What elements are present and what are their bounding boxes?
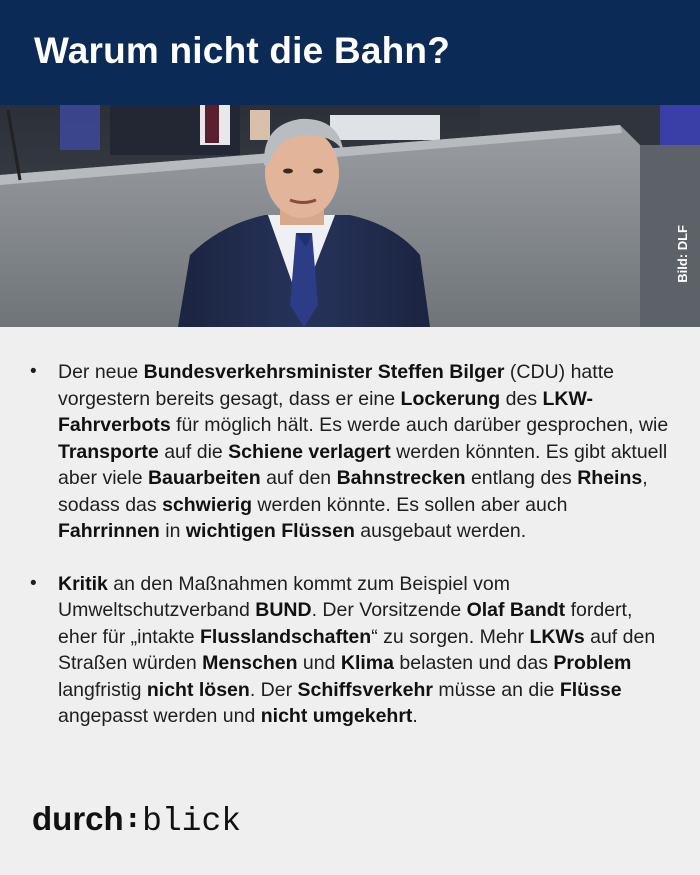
bullet-bold-term: Menschen xyxy=(202,652,298,674)
bullet-bold-term: Olaf Bandt xyxy=(466,599,566,621)
bullet-bold-term: Bahnstrecken xyxy=(336,467,466,489)
brand-logo xyxy=(32,800,241,840)
bullet-text-run: auf die xyxy=(158,440,229,463)
bullet-bold-term: wichtigen Flüssen xyxy=(185,520,355,542)
bullet-item xyxy=(30,571,670,730)
bullet-text xyxy=(58,573,655,728)
bullet-bold-term: Schiene verlagert xyxy=(228,440,391,463)
bullet-text-run: auf den Straßen würden xyxy=(58,625,656,674)
speaker-photo-illustration xyxy=(0,105,700,327)
bullet-item xyxy=(30,359,670,545)
bullet-text-run: belasten und das xyxy=(394,652,554,674)
bullet-bold-term: Flüsse xyxy=(559,678,622,701)
bullet-text-run: (CDU) hatte vorgestern bereits gesagt, dass er eine xyxy=(58,361,614,410)
bullet-bold-term: Fahrrinnen xyxy=(58,520,160,542)
bullet-text-run: langfristig xyxy=(58,678,147,701)
bullet-bold-term: nicht umgekehrt xyxy=(260,705,413,727)
bullet-text-run: ausgebaut werden. xyxy=(354,520,527,542)
bullet-bold-term: Bauarbeiten xyxy=(147,467,261,489)
bullet-bold-term: Rheins xyxy=(577,467,643,489)
bullet-bold-term: Transporte xyxy=(58,440,159,463)
bullet-text-run: , sodass das xyxy=(58,467,648,516)
bullet-text-run: und xyxy=(297,652,341,674)
header-banner xyxy=(0,0,700,105)
bullet-bold-term: Flusslandschaften xyxy=(199,625,372,648)
bullet-dot-icon: • xyxy=(30,572,37,594)
bullet-text-run: angepasst werden und xyxy=(58,705,261,727)
bullet-text-run: entlang des xyxy=(465,467,578,489)
bullet-text-run: “ zu sorgen. Mehr xyxy=(371,625,530,648)
bullet-text-run: . Der Vorsitzende xyxy=(311,599,467,621)
bullet-text-run: müsse an die xyxy=(432,678,560,701)
bullet-bold-term: Lockerung xyxy=(400,387,501,410)
bullet-text-run: fordert, eher für „intakte xyxy=(58,599,633,648)
bullet-bold-term: schwierig xyxy=(162,493,253,516)
bullet-text-run: in xyxy=(159,520,186,542)
bullet-text-run: an den Maßnahmen kommt zum Beispiel vom Umweltschutzverband xyxy=(58,572,510,621)
bullet-dot-icon: • xyxy=(30,361,37,382)
bullet-bold-term: BUND xyxy=(255,599,312,621)
bullet-text-run: werden könnte. Es sollen aber auch xyxy=(252,493,568,516)
bullet-bold-term: Klima xyxy=(340,652,394,674)
bullet-text-run: für möglich hält. Es werde auch darüber gesprochen, wie xyxy=(170,414,669,436)
article-body xyxy=(0,327,700,875)
bullet-text-run: Der neue xyxy=(58,361,144,383)
bullet-bold-term: Schiffsverkehr xyxy=(297,678,433,701)
page-title: Warum nicht die Bahn? xyxy=(34,30,451,71)
bullet-bold-term: nicht lösen xyxy=(146,678,250,701)
bullet-bold-term: Bundesverkehrsminister Steffen Bilger xyxy=(143,361,505,383)
bullet-text xyxy=(58,361,668,542)
bullet-text-run: des xyxy=(500,387,543,410)
bullet-bold-term: Problem xyxy=(553,652,632,674)
bullet-text-run: . xyxy=(412,705,418,727)
bullet-text-run: werden könnten. Es gibt aktuell aber viele xyxy=(58,440,668,489)
photo-credit: Bild: DLF xyxy=(675,225,690,283)
bullet-list xyxy=(30,359,670,730)
speaker-photo xyxy=(0,105,700,327)
brand-logo-part2: blick xyxy=(142,803,242,840)
bullet-text-run: auf den xyxy=(260,467,337,489)
brand-logo-part1: durch xyxy=(32,800,124,837)
bullet-bold-term: LKWs xyxy=(529,625,585,648)
bullet-text-run: . Der xyxy=(249,678,298,701)
brand-logo-separator: : xyxy=(127,804,139,834)
bullet-bold-term: LKW-Fahrverbots xyxy=(58,387,594,436)
bullet-bold-term: Kritik xyxy=(58,572,108,595)
